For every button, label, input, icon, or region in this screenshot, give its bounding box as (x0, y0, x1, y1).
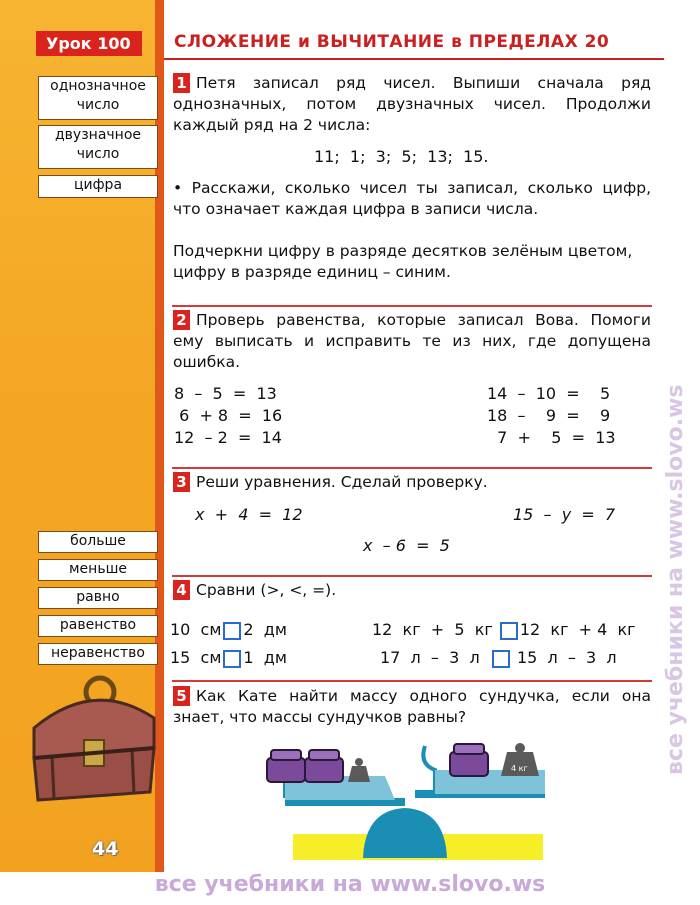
equality-left-1: 8 – 5 = 13 (174, 384, 277, 403)
side-watermark-text: все учебники на www.slovo.ws (663, 384, 688, 775)
compare-box[interactable] (223, 650, 241, 668)
equation-3: x – 6 = 5 (363, 536, 450, 555)
compare-box[interactable] (500, 622, 518, 640)
term-text: двузначное (55, 127, 141, 143)
bottom-watermark: все учебники на www.slovo.ws (154, 872, 546, 897)
compare-value: 12 кг + 4 кг (519, 620, 636, 639)
task1-text (173, 73, 651, 136)
term-text: однозначное (50, 78, 146, 94)
equation-2: 15 – y = 7 (513, 505, 616, 524)
chest-illustration (22, 670, 162, 810)
compare-box[interactable] (492, 650, 510, 668)
term-digit: цифра (38, 175, 158, 198)
task5-text (173, 686, 651, 728)
task2-text (173, 310, 651, 373)
term-single-digit (38, 76, 158, 120)
balance-scale-illustration (245, 738, 575, 868)
task-number: 4 (173, 580, 190, 600)
equality-right-3: 7 + 5 = 13 (487, 428, 616, 447)
task1-statement: Петя записал ряд чисел. Выпиши сначала ряд однозначных, потом двузначных чисел. Продолжи каждый ряд на 2 числа: (173, 74, 651, 134)
task4-text (173, 580, 651, 601)
task1-bullet: • Расскажи, сколько чисел ты записал, сколько цифр, что означает каждая цифра в записи числа. (173, 179, 651, 218)
term-more: больше (38, 531, 158, 553)
section-rule (172, 575, 652, 577)
equality-right-2: 18 – 9 = 9 (487, 406, 611, 425)
task2-statement: Проверь равенства, которые записал Вова. Помоги ему выписать и исправить те из них, где допущена ошибка. (173, 311, 651, 371)
term-text: число (76, 146, 120, 162)
compare-value: 15 см (170, 648, 222, 667)
compare-value: 2 дм (243, 620, 287, 639)
section-rule (172, 467, 652, 469)
equation-1: x + 4 = 12 (195, 505, 303, 524)
task4-statement: Сравни (>, <, =). (196, 581, 337, 599)
compare-value: 15 л – 3 л (516, 648, 617, 667)
compare-row-1-right (372, 620, 636, 640)
page-title: СЛОЖЕНИЕ и ВЫЧИТАНИЕ в ПРЕДЕЛАХ 20 (174, 32, 610, 52)
task3-text (173, 472, 651, 493)
compare-row-1-left (170, 620, 287, 640)
term-text: число (76, 97, 120, 113)
term-equal: равно (38, 587, 158, 609)
compare-value: 17 л – 3 л (380, 648, 480, 667)
task-number: 1 (173, 73, 190, 93)
compare-row-2-left (170, 648, 287, 668)
compare-value: 10 см (170, 620, 222, 639)
number-series: 11; 1; 3; 5; 13; 15. (314, 147, 489, 166)
section-rule (172, 680, 652, 682)
term-equality: равенство (38, 615, 158, 637)
page-number: 44 (92, 838, 119, 860)
title-rule (164, 58, 664, 60)
task5-statement: Как Кате найти массу одного сундучка, если она знает, что массы сундучков равны? (173, 687, 651, 726)
term-inequality: неравенство (38, 643, 158, 665)
compare-value: 12 кг + 5 кг (372, 620, 493, 639)
term-less: меньше (38, 559, 158, 581)
compare-row-2-right (380, 648, 617, 668)
task-number: 5 (173, 686, 190, 706)
equality-left-3: 12 – 2 = 14 (174, 428, 282, 447)
task1-extra: Подчеркни цифру в разряде десятков зелёным цветом, цифру в разряде единиц – синим. (173, 242, 633, 281)
task3-statement: Реши уравнения. Сделай проверку. (196, 473, 488, 491)
term-two-digit (38, 125, 158, 169)
compare-value: 1 дм (243, 648, 287, 667)
side-watermark (660, 120, 690, 780)
task-number: 3 (173, 472, 190, 492)
weight-label: 4 кг (511, 764, 528, 773)
equality-left-2: 6 + 8 = 16 (174, 406, 283, 425)
task-number: 2 (173, 310, 190, 330)
equality-right-1: 14 – 10 = 5 (487, 384, 611, 403)
lesson-badge: Урок 100 (36, 31, 142, 56)
compare-box[interactable] (223, 622, 241, 640)
section-rule (172, 305, 652, 307)
